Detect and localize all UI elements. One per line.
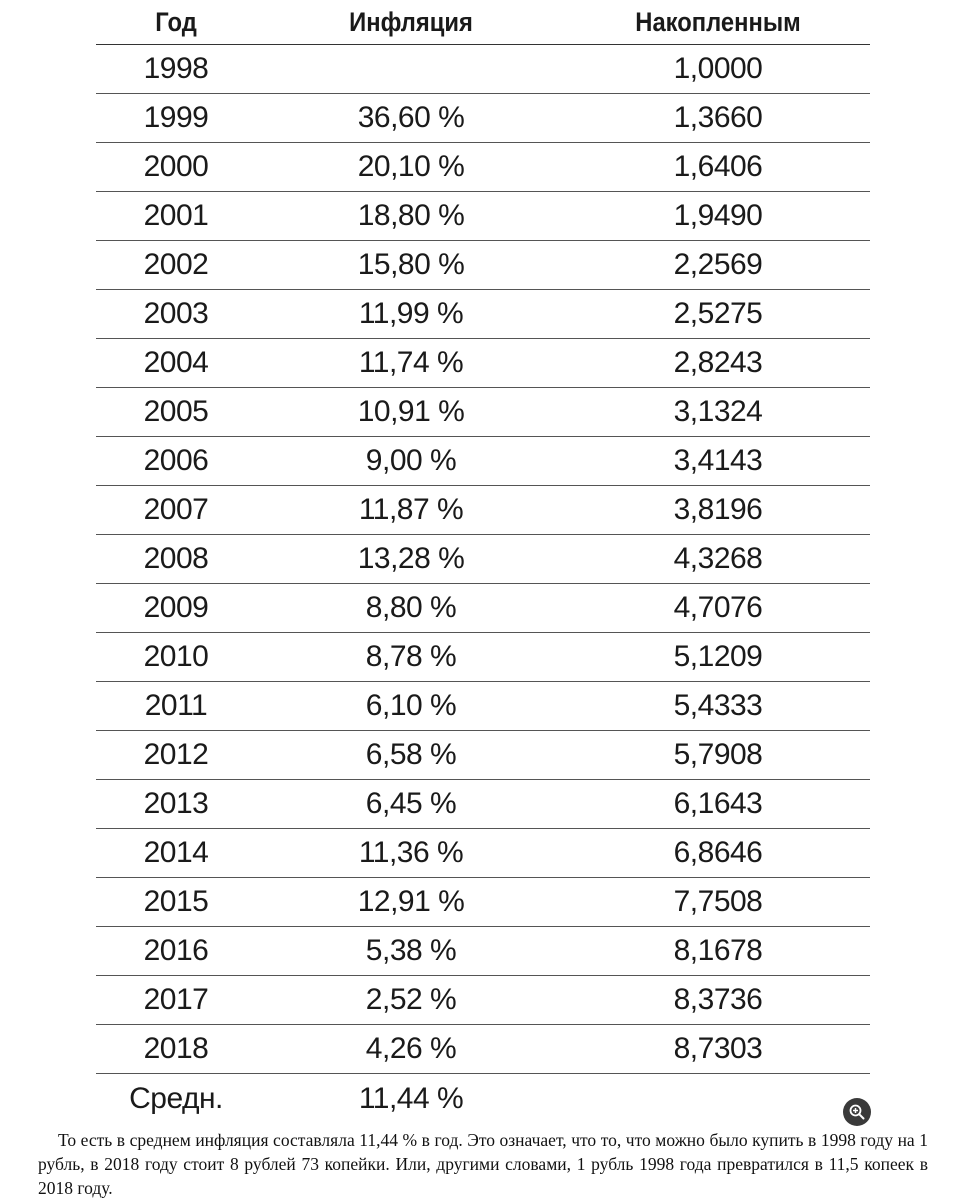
zoom-button[interactable] [843,1098,871,1126]
cell-accumulated: 8,3736 [566,976,870,1025]
cell-year: 2004 [96,339,256,388]
table-row [96,535,870,584]
table-row [96,192,870,241]
cell-year: 2003 [96,290,256,339]
cell-year: 2015 [96,878,256,927]
table-row [96,1025,870,1074]
header-accumulated: Накопленным [584,0,852,45]
table-row [96,437,870,486]
cell-year: 2012 [96,731,256,780]
table-row [96,780,870,829]
average-accumulated [566,1074,870,1125]
cell-accumulated: 4,7076 [566,584,870,633]
cell-accumulated: 5,1209 [566,633,870,682]
cell-inflation: 8,80 % [256,584,566,633]
table-row [96,486,870,535]
cell-accumulated: 1,6406 [566,143,870,192]
table-row [96,682,870,731]
cell-accumulated: 2,8243 [566,339,870,388]
table-row [96,94,870,143]
cell-inflation: 5,38 % [256,927,566,976]
cell-inflation: 18,80 % [256,192,566,241]
cell-accumulated: 4,3268 [566,535,870,584]
table-row [96,388,870,437]
cell-inflation: 11,87 % [256,486,566,535]
table-row [96,45,870,94]
cell-accumulated: 1,0000 [566,45,870,94]
cell-inflation [256,45,566,94]
table-row [96,241,870,290]
cell-inflation: 10,91 % [256,388,566,437]
table-header-row [96,0,870,45]
cell-inflation: 6,10 % [256,682,566,731]
cell-year: 2001 [96,192,256,241]
table-row [96,143,870,192]
cell-inflation: 12,91 % [256,878,566,927]
cell-year: 2013 [96,780,256,829]
cell-inflation: 11,99 % [256,290,566,339]
table-body [96,45,870,1125]
cell-year: 1998 [96,45,256,94]
cell-year: 2002 [96,241,256,290]
cell-inflation: 13,28 % [256,535,566,584]
table-row [96,290,870,339]
cell-inflation: 9,00 % [256,437,566,486]
table-row [96,633,870,682]
cell-inflation: 15,80 % [256,241,566,290]
average-label: Средн. [129,1082,223,1115]
cell-accumulated: 5,4333 [566,682,870,731]
average-inflation: 11,44 % [358,1082,464,1115]
table-row [96,976,870,1025]
cell-accumulated: 1,3660 [566,94,870,143]
cell-accumulated: 6,1643 [566,780,870,829]
cell-accumulated: 8,7303 [566,1025,870,1074]
table-row-average [96,1074,870,1125]
cell-accumulated: 8,1678 [566,927,870,976]
cell-inflation: 11,74 % [256,339,566,388]
cell-year: 2007 [96,486,256,535]
cell-year: 2010 [96,633,256,682]
cell-year: 2009 [96,584,256,633]
cell-inflation: 11,36 % [256,829,566,878]
cell-accumulated: 1,9490 [566,192,870,241]
inflation-table [96,0,870,1124]
cell-accumulated: 7,7508 [566,878,870,927]
cell-year: 2000 [96,143,256,192]
cell-inflation: 36,60 % [256,94,566,143]
table-row [96,927,870,976]
cell-year: 2018 [96,1025,256,1074]
cell-accumulated: 5,7908 [566,731,870,780]
table-row [96,878,870,927]
cell-year: 2014 [96,829,256,878]
table-row [96,339,870,388]
cell-inflation: 20,10 % [256,143,566,192]
cell-inflation: 6,45 % [256,780,566,829]
cell-accumulated: 3,8196 [566,486,870,535]
table-row [96,829,870,878]
caption-text: То есть в среднем инфляция составляла 11,44 % в год. Это означает, что то, что можно было купить в 1998 году на 1 рубль, в 2018 году стоит 8 рублей 73 копейки. Или, другими словами, 1 рубль 1998 года превратился в 11,5 копеек в 2018 году. [38,1130,928,1198]
cell-accumulated: 3,1324 [566,388,870,437]
cell-year: 2017 [96,976,256,1025]
cell-year: 1999 [96,94,256,143]
inflation-table-container [96,0,870,1124]
table-row [96,584,870,633]
cell-accumulated: 2,2569 [566,241,870,290]
cell-year: 2005 [96,388,256,437]
cell-inflation: 6,58 % [256,731,566,780]
zoom-in-icon [848,1103,866,1121]
cell-year: 2006 [96,437,256,486]
cell-inflation: 4,26 % [256,1025,566,1074]
cell-year: 2008 [96,535,256,584]
header-year: Год [106,0,247,45]
cell-accumulated: 6,8646 [566,829,870,878]
cell-accumulated: 3,4143 [566,437,870,486]
cell-year: 2011 [96,682,256,731]
cell-accumulated: 2,5275 [566,290,870,339]
cell-inflation: 2,52 % [256,976,566,1025]
table-row [96,731,870,780]
cell-inflation: 8,78 % [256,633,566,682]
cell-year: 2016 [96,927,256,976]
header-inflation: Инфляция [275,0,548,45]
